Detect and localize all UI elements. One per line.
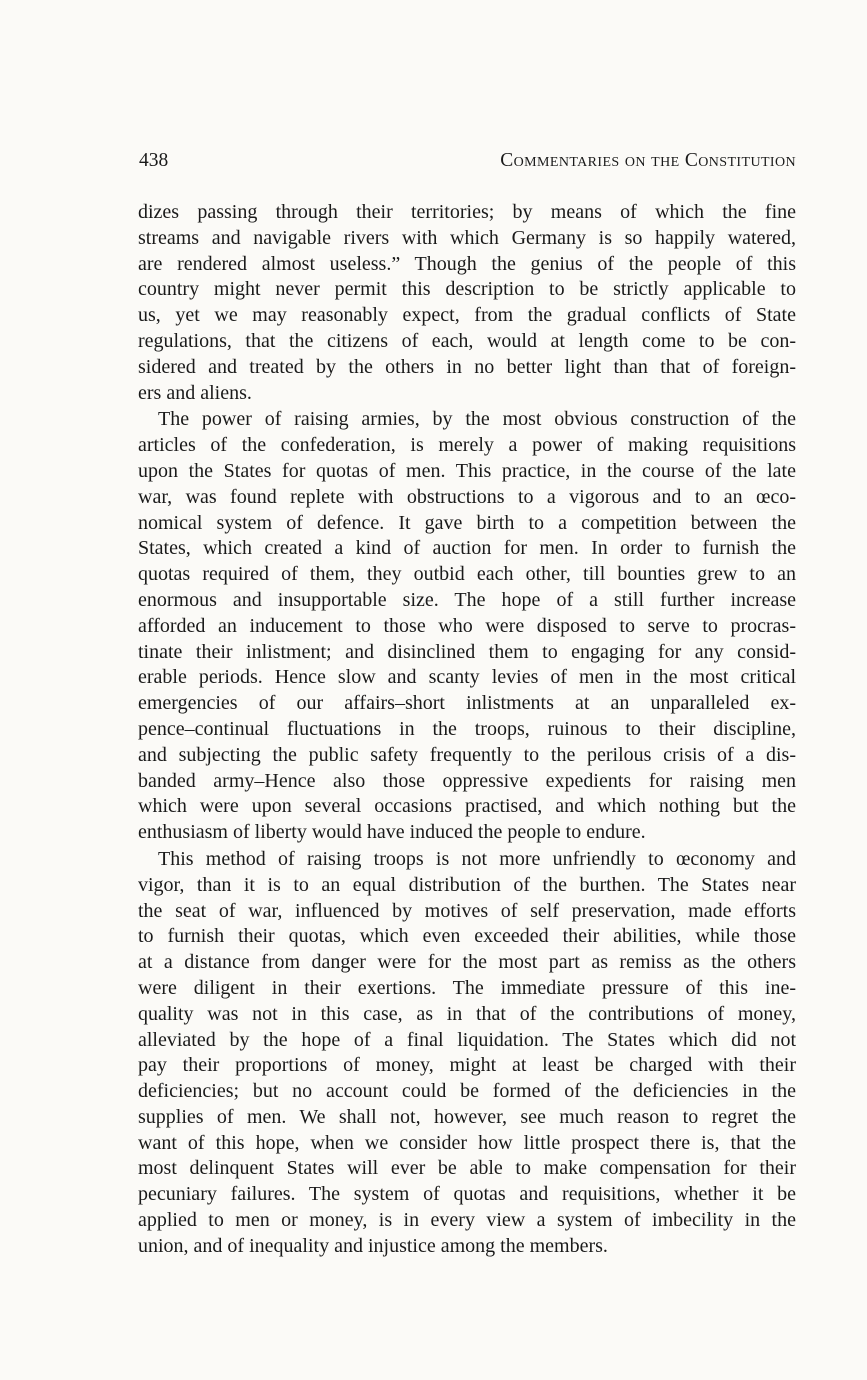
text-line: quotas required of them, they outbid each other, till bounties grew to an: [138, 563, 796, 586]
text-line: supplies of men. We shall not, however, see much reason to regret the: [138, 1105, 796, 1128]
text-line: articles of the confederation, is merely a power of making requisitions: [138, 434, 796, 457]
text-line: nomical system of defence. It gave birth to a competition between the: [138, 511, 796, 534]
text-line: alleviated by the hope of a final liquidation. The States which did not: [138, 1028, 796, 1051]
text-line: the seat of war, influenced by motives of self preservation, made efforts: [138, 899, 796, 922]
text-line: streams and navigable rivers with which Germany is so happily watered,: [138, 226, 796, 249]
text-line: States, which created a kind of auction for men. In order to furnish the: [138, 537, 796, 560]
text-line: want of this hope, when we consider how little prospect there is, that the: [138, 1131, 796, 1154]
text-line: pay their proportions of money, might at least be charged with their: [138, 1054, 796, 1077]
text-line: us, yet we may reasonably expect, from the gradual conflicts of State: [138, 304, 796, 327]
text-line: at a distance from danger were for the most part as remiss as the others: [138, 951, 796, 974]
text-line: This method of raising troops is not more unfriendly to œconomy and: [158, 847, 796, 870]
text-line: deficiencies; but no account could be formed of the deficiencies in the: [138, 1080, 796, 1103]
text-line: vigor, than it is to an equal distribution of the burthen. The States near: [138, 873, 796, 896]
text-line: enormous and insupportable size. The hope of a still further increase: [138, 588, 796, 611]
text-line: upon the States for quotas of men. This practice, in the course of the late: [138, 459, 796, 482]
text-line: afforded an inducement to those who were disposed to serve to procras-: [138, 614, 796, 637]
text-line: emergencies of our affairs–short inlistments at an unparalleled ex-: [138, 692, 796, 715]
text-line: war, was found replete with obstructions to a vigorous and to an œco-: [138, 485, 796, 508]
text-line: quality was not in this case, as in that of the contributions of money,: [138, 1002, 796, 1025]
page-number: 438: [139, 150, 169, 171]
text-line: country might never permit this description to be strictly applicable to: [138, 278, 796, 301]
text-line: The power of raising armies, by the most obvious construction of the: [158, 408, 796, 431]
text-line: most delinquent States will ever be able to make compensation for their: [138, 1157, 796, 1180]
text-line: dizes passing through their territories; by means of which the fine: [138, 201, 796, 223]
text-line: erable periods. Hence slow and scanty levies of men in the most critical: [138, 666, 796, 689]
running-head: Commentaries on the Constitution: [500, 150, 796, 171]
paragraph-2: [138, 407, 796, 846]
text-line: union, and of inequality and injustice among the members.: [138, 1234, 608, 1257]
text-line: ers and aliens.: [138, 381, 252, 404]
text-line: and subjecting the public safety frequently to the perilous crisis of a dis-: [138, 743, 796, 766]
text-line: enthusiasm of liberty would have induced the people to endure.: [138, 821, 646, 844]
text-line: regulations, that the citizens of each, would at length come to be con-: [138, 329, 796, 352]
paragraph-3: [138, 847, 796, 1260]
text-line: are rendered almost useless.” Though the genius of the people of this: [138, 252, 796, 275]
text-line: tinate their inlistment; and disinclined them to engaging for any consid-: [138, 640, 796, 663]
text-line: pecuniary failures. The system of quotas and requisitions, whether it be: [138, 1183, 796, 1206]
text-line: banded army–Hence also those oppressive expedients for raising men: [138, 769, 796, 792]
body-text: [138, 200, 796, 1261]
text-line: applied to men or money, is in every view a system of imbecility in the: [138, 1209, 796, 1232]
paragraph-1: [138, 200, 796, 406]
text-line: which were upon several occasions practised, and which nothing but the: [138, 795, 796, 818]
text-line: were diligent in their exertions. The immediate pressure of this ine-: [138, 976, 796, 999]
text-line: to furnish their quotas, which even exceeded their abilities, while those: [138, 925, 796, 948]
text-line: pence–continual fluctuations in the troops, ruinous to their discipline,: [138, 717, 796, 740]
text-line: sidered and treated by the others in no better light than that of foreign-: [138, 355, 796, 378]
